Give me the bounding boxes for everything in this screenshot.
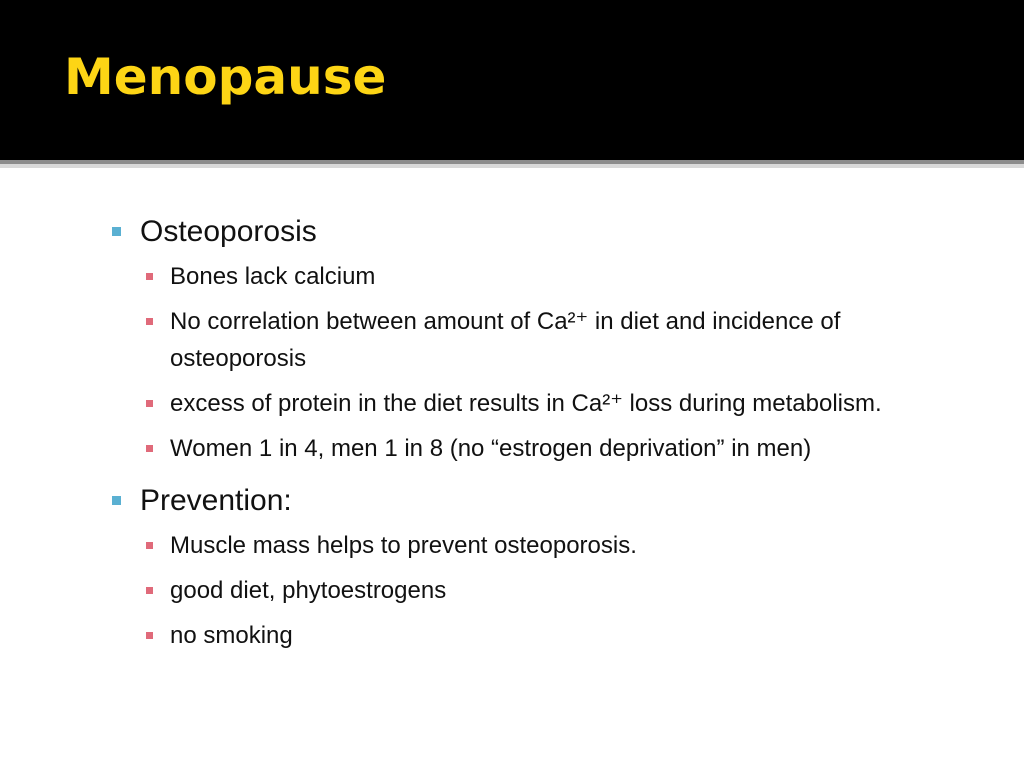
sub-bullet — [108, 303, 968, 377]
title-bar — [0, 0, 1024, 160]
sub-bullet — [108, 430, 968, 467]
title-divider-shadow — [0, 164, 1024, 168]
sub-bullet-text: Women 1 in 4, men 1 in 8 (no “estrogen deprivation” in men) — [170, 435, 812, 462]
slide-body — [108, 212, 968, 662]
sub-bullet — [108, 385, 968, 422]
bullet-text: Osteoporosis — [140, 215, 317, 248]
square-bullet-icon — [146, 632, 153, 639]
bullet-osteoporosis — [108, 212, 968, 252]
sub-bullet — [108, 617, 968, 654]
square-bullet-icon — [146, 400, 153, 407]
sub-bullet-text: Muscle mass helps to prevent osteoporosis. — [170, 532, 637, 559]
sub-bullet-text: No correlation between amount of Ca²⁺ in diet and incidence of osteoporosis — [170, 308, 841, 372]
bullet-prevention — [108, 481, 968, 521]
square-bullet-icon — [112, 496, 121, 505]
square-bullet-icon — [146, 542, 153, 549]
sub-bullet-text: no smoking — [170, 622, 293, 649]
sub-bullet — [108, 527, 968, 564]
bullet-text: Prevention: — [140, 484, 292, 517]
square-bullet-icon — [112, 227, 121, 236]
square-bullet-icon — [146, 273, 153, 280]
sub-bullet — [108, 572, 968, 609]
slide-title: Menopause — [64, 48, 387, 106]
sub-bullet-text: excess of protein in the diet results in Ca²⁺ loss during metabolism. — [170, 390, 882, 417]
sub-bullet — [108, 258, 968, 295]
square-bullet-icon — [146, 445, 153, 452]
sub-bullet-text: Bones lack calcium — [170, 263, 376, 290]
sub-bullet-text: good diet, phytoestrogens — [170, 577, 447, 604]
square-bullet-icon — [146, 318, 153, 325]
square-bullet-icon — [146, 587, 153, 594]
